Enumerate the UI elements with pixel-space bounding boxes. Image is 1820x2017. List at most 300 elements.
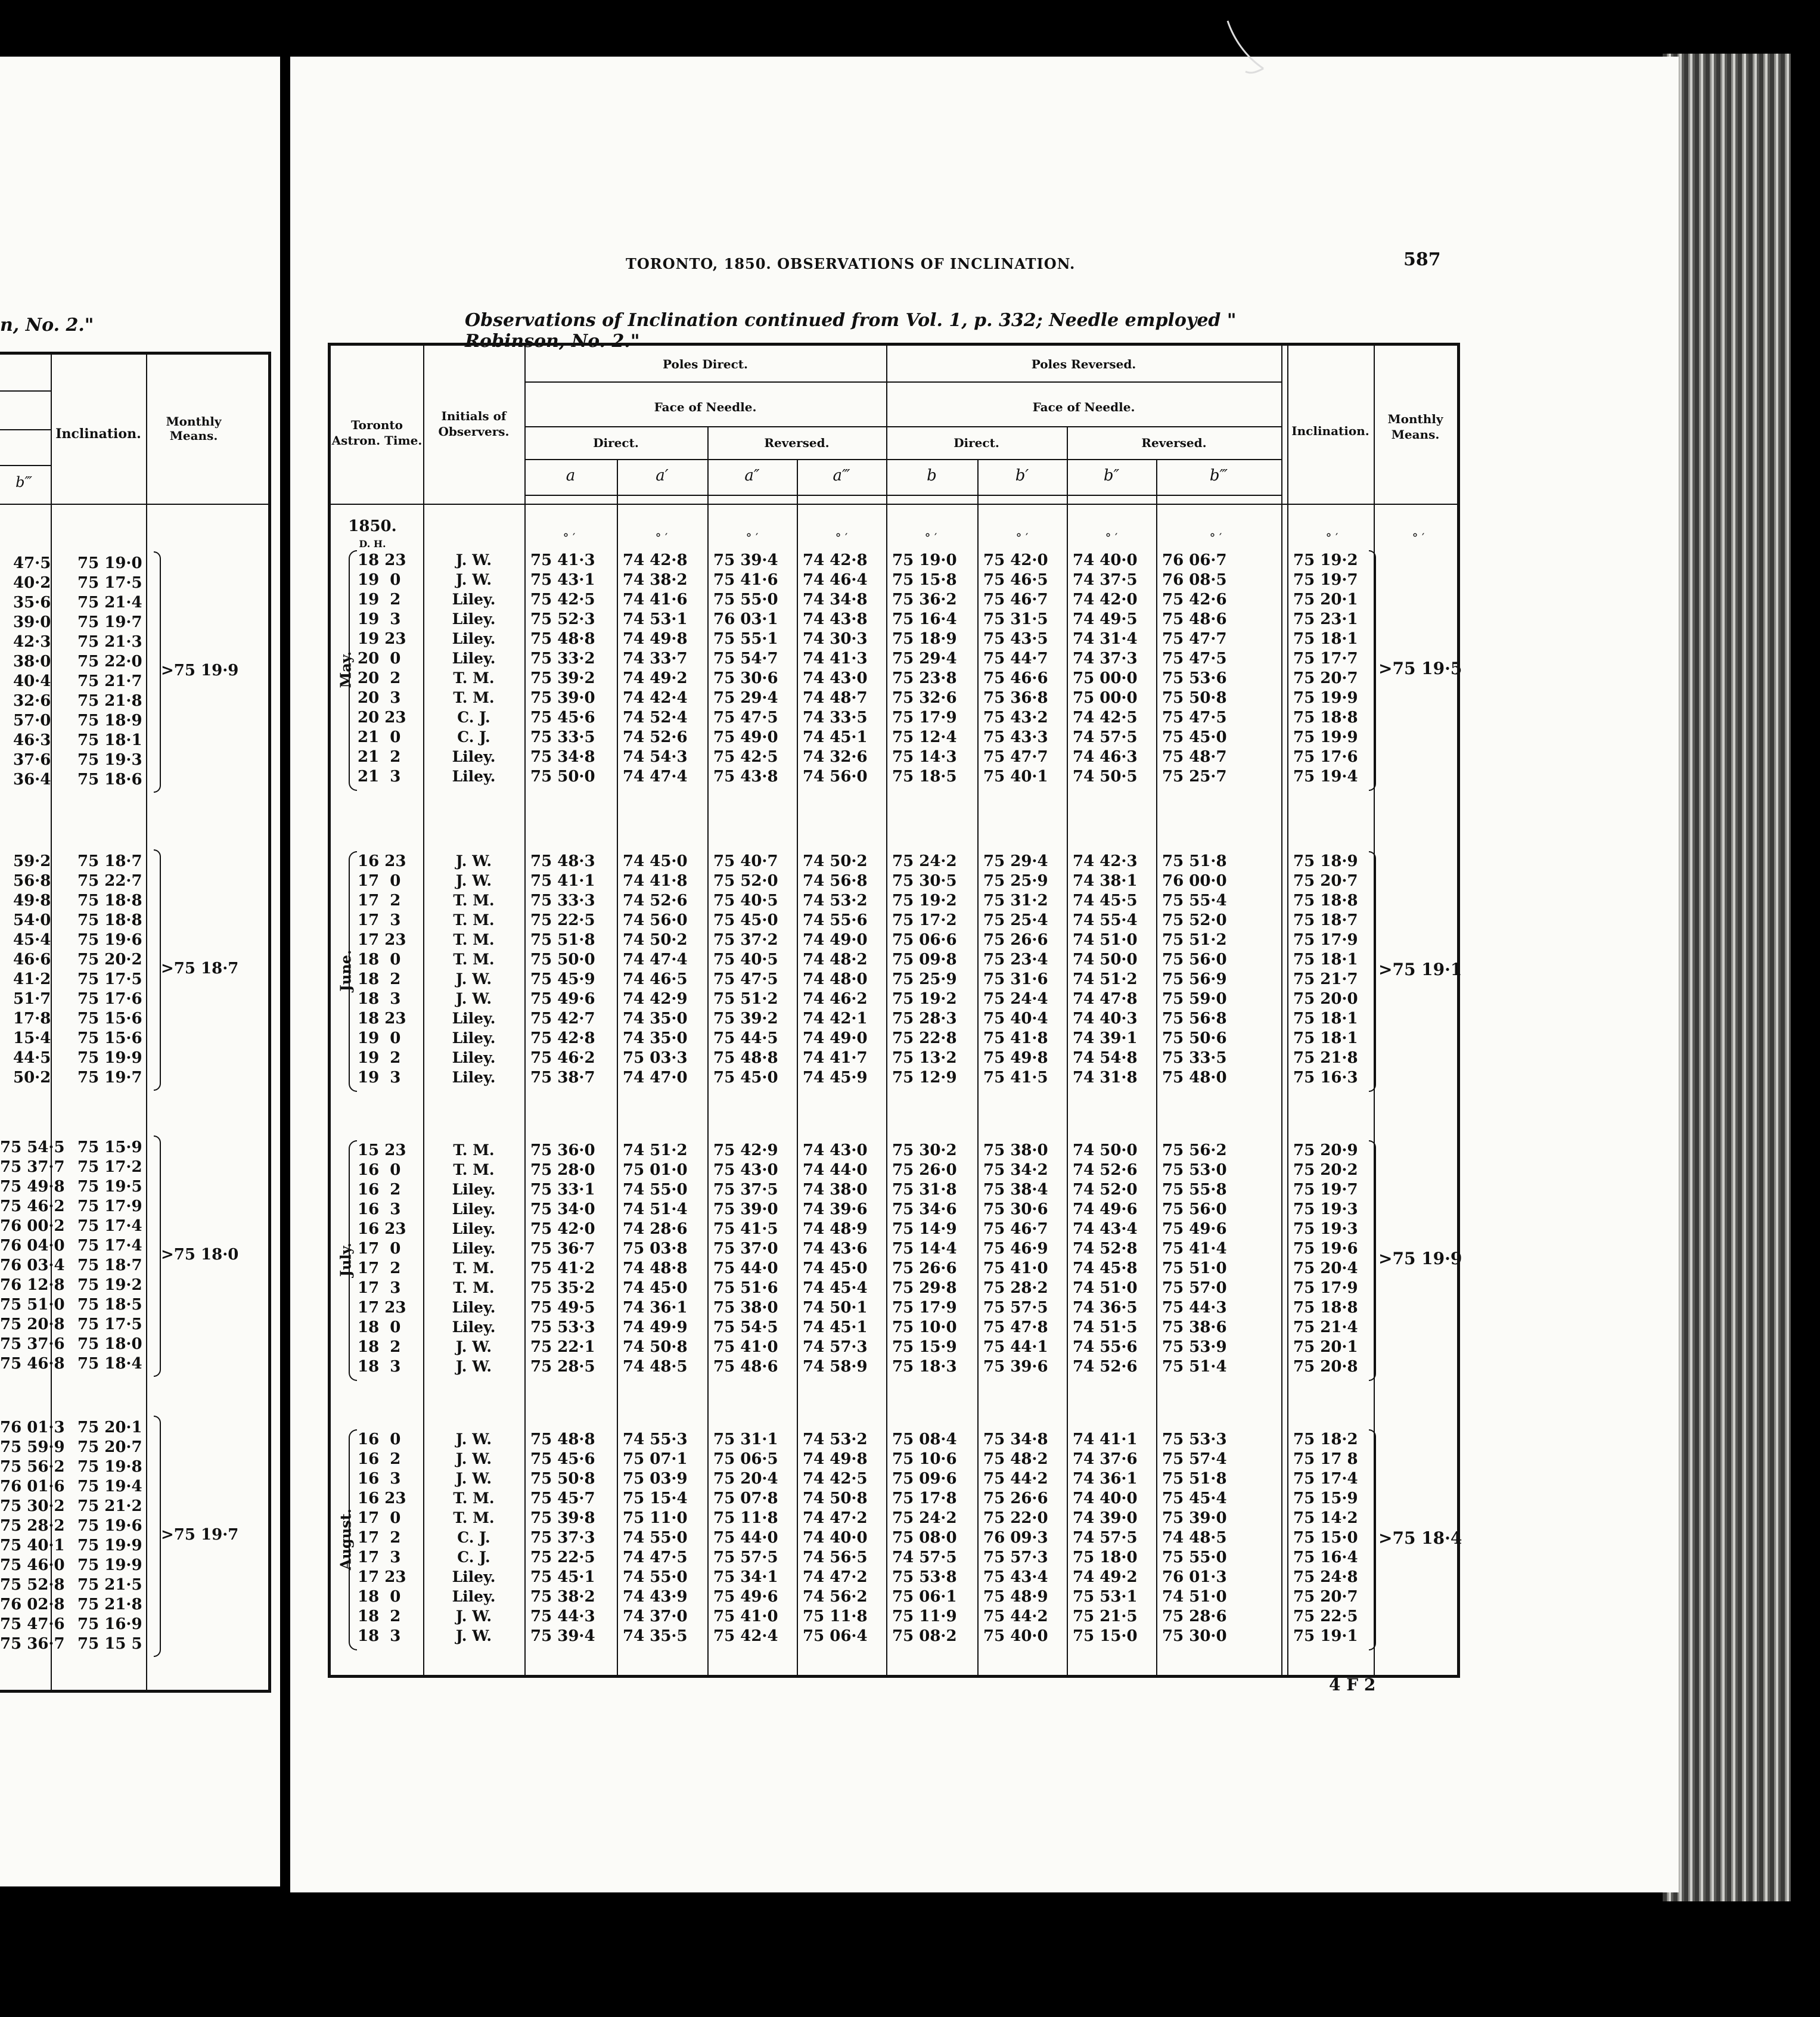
table-row [331, 1220, 1457, 1240]
left-inclination-value: 75 17·6 [77, 990, 142, 1008]
reading-cell: 75 06·6 [892, 931, 957, 949]
observer-cell: Liley. [452, 1588, 496, 1605]
left-b3-value: 75 37·7 [0, 1158, 65, 1176]
time-cell: 17 3 [358, 911, 401, 929]
observer-cell: Liley. [452, 748, 496, 765]
reading-cell: 75 01·0 [623, 1161, 688, 1179]
reading-cell: 75 56·8 [1162, 1010, 1227, 1028]
reading-cell: 74 43·6 [803, 1240, 868, 1258]
reading-cell: 75 36·0 [530, 1141, 595, 1159]
reading-cell: 75 43·3 [983, 728, 1048, 746]
reading-cell: 75 39·8 [530, 1509, 595, 1527]
table-row [331, 990, 1457, 1010]
inclination-cell: 75 21·4 [1293, 1318, 1358, 1336]
reading-cell: 75 22·1 [530, 1338, 595, 1356]
time-cell: 16 2 [358, 1450, 401, 1468]
time-cell: 18 0 [358, 1318, 401, 1336]
reading-cell: 75 43·1 [530, 571, 595, 589]
left-b3-value: 75 51·0 [0, 1296, 65, 1314]
observer-cell: T. M. [453, 892, 495, 909]
inclination-cell: 75 20·8 [1293, 1358, 1358, 1376]
inclination-cell: 75 24·8 [1293, 1568, 1358, 1586]
reading-cell: 75 15·8 [892, 571, 957, 589]
page-number: 587 [1403, 249, 1441, 270]
left-inclination-value: 75 18·9 [77, 712, 142, 730]
reading-cell: 75 31·2 [983, 892, 1048, 910]
reading-cell: 74 53·1 [623, 610, 688, 628]
reading-cell: 75 45·6 [530, 1450, 595, 1468]
month-label: August. [337, 1508, 355, 1570]
reading-cell: 74 31·4 [1073, 630, 1138, 648]
inclination-cell: 75 17·7 [1293, 650, 1358, 668]
reading-cell: 74 44·0 [803, 1161, 868, 1179]
left-b3-value: 46·6 [13, 951, 51, 969]
reading-cell: 75 41·8 [983, 1029, 1048, 1047]
reading-cell: 75 49·6 [713, 1588, 778, 1606]
left-b3-value: 36·4 [13, 771, 51, 789]
reading-cell: 74 48·0 [803, 970, 868, 988]
reading-cell: 75 15·4 [623, 1490, 688, 1507]
left-inclination-value: 75 21·2 [77, 1497, 142, 1515]
reading-cell: 74 56·8 [803, 872, 868, 890]
reading-cell: 75 53·6 [1162, 669, 1227, 687]
left-inclination-value: 75 19·2 [77, 1276, 142, 1294]
table-row [331, 748, 1457, 768]
reading-cell: 75 00·0 [1073, 669, 1138, 687]
left-b3-value: 76 00·2 [0, 1217, 65, 1235]
reading-cell: 74 58·9 [803, 1358, 868, 1376]
table-row [331, 650, 1457, 669]
left-b3-value: 75 46·8 [0, 1355, 65, 1373]
observer-cell: C. J. [457, 1529, 490, 1546]
reading-cell: 74 41·6 [623, 591, 688, 609]
reading-cell: 75 51·4 [1162, 1358, 1227, 1376]
left-inclination-value: 75 19·4 [77, 1478, 142, 1495]
left-inclination-value: 75 15·9 [77, 1138, 142, 1156]
left-b3-value: 32·6 [13, 692, 51, 710]
reading-cell: 74 45·0 [623, 852, 688, 870]
reading-cell: 75 52·0 [1162, 911, 1227, 929]
reading-cell: 74 47·8 [1073, 990, 1138, 1008]
reading-cell: 75 56·0 [1162, 1200, 1227, 1218]
monthly-mean-value: >75 19·5 [1378, 659, 1462, 678]
reading-cell: 74 51·0 [1073, 931, 1138, 949]
reading-cell: 74 28·6 [623, 1220, 688, 1238]
reading-cell: 74 46·2 [803, 990, 868, 1008]
reading-cell: 75 41·1 [530, 872, 595, 890]
reading-cell: 74 43·9 [623, 1588, 688, 1606]
reading-cell: 75 41·0 [713, 1608, 778, 1625]
reading-cell: 75 42·5 [530, 591, 595, 609]
reading-cell: 74 47·0 [623, 1069, 688, 1087]
reading-cell: 74 42·9 [623, 990, 688, 1008]
poles-direct-header: Poles Direct. [663, 357, 748, 371]
reading-cell: 75 31·5 [983, 610, 1048, 628]
left-monthly-mean: >75 18·0 [161, 1246, 239, 1264]
reading-cell: 74 48·8 [623, 1259, 688, 1277]
reading-cell: 74 42·5 [1073, 709, 1138, 727]
degree-minute-marker: ° ′ [563, 530, 576, 545]
reading-cell: 74 38·1 [1073, 872, 1138, 890]
month-label: June. [337, 949, 355, 992]
reading-cell: 75 38·0 [713, 1299, 778, 1317]
table-row [331, 1608, 1457, 1627]
observer-cell: T. M. [453, 911, 495, 929]
reading-cell: 74 51·0 [1162, 1588, 1227, 1606]
reading-cell: 74 51·2 [623, 1141, 688, 1159]
reading-cell: 74 55·4 [1073, 911, 1138, 929]
reading-cell: 75 24·4 [983, 990, 1048, 1008]
time-cell: 19 2 [358, 591, 401, 609]
table-row [331, 1161, 1457, 1181]
table-row [331, 1029, 1457, 1049]
left-inclination-value: 75 18·7 [77, 852, 142, 870]
table-row [331, 1299, 1457, 1318]
left-month-brace [154, 1135, 161, 1377]
reading-cell: 74 36·1 [623, 1299, 688, 1317]
left-b3-value: 76 03·4 [0, 1256, 65, 1274]
left-inclination-value: 75 21·4 [77, 594, 142, 612]
reading-cell: 75 56·0 [1162, 951, 1227, 969]
reading-cell: 74 45·9 [803, 1069, 868, 1087]
observer-cell: J. W. [455, 1627, 492, 1644]
observer-cell: T. M. [453, 669, 495, 687]
footer-signature: 4 F 2 [1329, 1675, 1376, 1695]
reading-cell: 74 55·0 [623, 1181, 688, 1199]
reading-cell: 74 36·1 [1073, 1470, 1138, 1488]
reading-cell: 74 50·5 [1073, 768, 1138, 786]
left-b3-value: 76 04·0 [0, 1237, 65, 1255]
table-row [331, 872, 1457, 892]
reading-cell: 75 39·4 [530, 1627, 595, 1645]
time-cell: 20 2 [358, 669, 401, 687]
observer-cell: T. M. [453, 689, 495, 706]
observer-cell: Liley. [452, 630, 496, 647]
reading-cell: 75 11·0 [623, 1509, 688, 1527]
reading-cell: 74 31·8 [1073, 1069, 1138, 1087]
table-row [331, 1240, 1457, 1259]
degree-minute-marker: ° ′ [655, 530, 668, 545]
reading-cell: 74 52·8 [1073, 1240, 1138, 1258]
reading-cell: 74 45·4 [803, 1279, 868, 1297]
left-month-brace [154, 1416, 161, 1657]
left-b3-value: 41·2 [13, 970, 51, 988]
left-inclination-value: 75 15·6 [77, 1029, 142, 1047]
reading-cell: 75 46·6 [983, 669, 1048, 687]
time-cell: 16 3 [358, 1200, 401, 1218]
inclination-cell: 75 19·1 [1293, 1627, 1358, 1645]
time-cell: 17 0 [358, 872, 401, 890]
time-cell: 19 3 [358, 610, 401, 628]
table-row [331, 610, 1457, 630]
sub-col-header-7: b‴ [1209, 467, 1228, 485]
reading-cell: 75 42·8 [530, 1029, 595, 1047]
time-cell: 21 0 [358, 728, 401, 746]
observer-cell: Liley. [452, 1069, 496, 1086]
reading-cell: 74 46·4 [803, 571, 868, 589]
reading-cell: 75 49·6 [530, 990, 595, 1008]
time-cell: 17 2 [358, 1259, 401, 1277]
reading-cell: 75 19·2 [892, 892, 957, 910]
reading-cell: 75 20·4 [713, 1470, 778, 1488]
reading-cell: 74 32·6 [803, 748, 868, 766]
reading-cell: 75 25·7 [1162, 768, 1227, 786]
reading-cell: 74 47·2 [803, 1509, 868, 1527]
reading-cell: 75 47·7 [1162, 630, 1227, 648]
reading-cell: 75 11·9 [892, 1608, 957, 1625]
table-row [331, 951, 1457, 970]
reading-cell: 75 45·9 [530, 970, 595, 988]
table-row [331, 1509, 1457, 1529]
reading-cell: 74 33·5 [803, 709, 868, 727]
observer-cell: J. W. [455, 1470, 492, 1487]
reading-cell: 75 46·7 [983, 1220, 1048, 1238]
reading-cell: 74 37·3 [1073, 650, 1138, 668]
left-b3-value: 75 49·8 [0, 1178, 65, 1196]
reading-cell: 75 10·6 [892, 1450, 957, 1468]
reading-cell: 75 25·9 [892, 970, 957, 988]
left-inclination-value: 75 19·6 [77, 931, 142, 949]
reading-cell: 74 52·0 [1073, 1181, 1138, 1199]
face-of-needle-header: Face of Needle. [654, 400, 757, 414]
table-row [331, 1588, 1457, 1608]
reading-cell: 75 48·0 [1162, 1069, 1227, 1087]
time-cell: 16 0 [358, 1430, 401, 1448]
left-b3-value: 35·6 [13, 594, 51, 612]
left-inclination-value: 75 19·6 [77, 1517, 142, 1535]
reading-cell: 75 38·4 [983, 1181, 1048, 1199]
time-cell: 18 0 [358, 1588, 401, 1606]
left-b3-value: 40·2 [13, 574, 51, 592]
inclination-cell: 75 18·8 [1293, 1299, 1358, 1317]
reading-cell: 75 14·9 [892, 1220, 957, 1238]
inclination-cell: 75 20·7 [1293, 1588, 1358, 1606]
left-inclination-value: 75 21·8 [77, 1596, 142, 1613]
table-row [331, 1259, 1457, 1279]
reading-cell: 75 18·9 [892, 630, 957, 648]
reading-cell: 75 07·8 [713, 1490, 778, 1507]
time-cell: 21 3 [358, 768, 401, 786]
table-row [331, 689, 1457, 709]
reading-cell: 75 38·7 [530, 1069, 595, 1087]
reading-cell: 75 29·8 [892, 1279, 957, 1297]
reading-cell: 75 45·6 [530, 709, 595, 727]
reading-cell: 75 08·2 [892, 1627, 957, 1645]
sub-col-header-3: a‴ [833, 467, 850, 485]
reading-cell: 75 51·0 [1162, 1259, 1227, 1277]
observer-cell: C. J. [457, 1549, 490, 1566]
observer-cell: T. M. [453, 1279, 495, 1296]
reading-cell: 74 48·5 [623, 1358, 688, 1376]
reading-cell: 75 09·6 [892, 1470, 957, 1488]
reading-cell: 75 50·0 [530, 951, 595, 969]
reading-cell: 74 49·0 [803, 1029, 868, 1047]
reading-cell: 74 49·5 [1073, 610, 1138, 628]
reading-cell: 74 55·0 [623, 1529, 688, 1547]
table-row [331, 852, 1457, 872]
reading-cell: 74 51·5 [1073, 1318, 1138, 1336]
inclination-cell: 75 18·1 [1293, 951, 1358, 969]
reading-cell: 75 06·4 [803, 1627, 868, 1645]
reading-cell: 75 43·0 [713, 1161, 778, 1179]
reading-cell: 75 40·0 [983, 1627, 1048, 1645]
left-inclination-value: 75 18·8 [77, 911, 142, 929]
reading-cell: 75 56·2 [1162, 1141, 1227, 1159]
time-cell: 17 3 [358, 1549, 401, 1566]
inclination-cell: 75 18·7 [1293, 911, 1358, 929]
reading-cell: 75 31·8 [892, 1181, 957, 1199]
reading-cell: 75 48·9 [983, 1588, 1048, 1606]
reading-cell: 75 39·0 [713, 1200, 778, 1218]
table-row [331, 1549, 1457, 1568]
reading-cell: 74 50·8 [623, 1338, 688, 1356]
reading-cell: 74 49·2 [1073, 1568, 1138, 1586]
reading-cell: 75 52·3 [530, 610, 595, 628]
table-row [331, 728, 1457, 748]
reading-cell: 74 45·8 [1073, 1259, 1138, 1277]
reading-cell: 75 41·0 [713, 1338, 778, 1356]
inclination-header: Inclination. [1291, 424, 1369, 438]
left-b3-value: 47·5 [13, 554, 51, 572]
time-cell: 17 23 [358, 1568, 406, 1586]
reading-cell: 75 53·0 [1162, 1161, 1227, 1179]
sub-col-header-6: b″ [1103, 467, 1120, 485]
reading-cell: 75 42·7 [530, 1010, 595, 1028]
inclination-cell: 75 18·9 [1293, 852, 1358, 870]
reading-cell: 75 15·0 [1073, 1627, 1138, 1645]
inclination-cell: 75 18·1 [1293, 630, 1358, 648]
reading-cell: 75 42·4 [713, 1627, 778, 1645]
inclination-cell: 75 20·2 [1293, 1161, 1358, 1179]
reading-cell: 75 26·6 [983, 1490, 1048, 1507]
observer-cell: Liley. [452, 591, 496, 608]
inclination-cell: 75 19·7 [1293, 571, 1358, 589]
reading-cell: 74 50·0 [1073, 951, 1138, 969]
reading-cell: 75 54·7 [713, 650, 778, 668]
reading-cell: 75 36·7 [530, 1240, 595, 1258]
table-row [331, 892, 1457, 911]
reading-cell: 74 45·1 [803, 1318, 868, 1336]
observer-cell: J. W. [455, 1358, 492, 1375]
reading-cell: 75 37·3 [530, 1529, 595, 1547]
reading-cell: 75 43·4 [983, 1568, 1048, 1586]
month-label: July. [337, 1242, 355, 1277]
reading-cell: 75 33·2 [530, 650, 595, 668]
reading-cell: 75 41·5 [983, 1069, 1048, 1087]
observer-cell: T. M. [453, 1161, 495, 1178]
reading-cell: 75 43·2 [983, 709, 1048, 727]
reading-cell: 75 45·7 [530, 1490, 595, 1507]
header-rule [524, 426, 1281, 427]
inclination-cell: 75 14·2 [1293, 1509, 1358, 1527]
reading-cell: 75 46·2 [530, 1049, 595, 1067]
reading-cell: 75 44·0 [713, 1259, 778, 1277]
reading-cell: 75 53·1 [1073, 1588, 1138, 1606]
reading-cell: 75 57·4 [1162, 1450, 1227, 1468]
reading-cell: 75 37·5 [713, 1181, 778, 1199]
reading-cell: 75 29·4 [983, 852, 1048, 870]
inclination-cell: 75 19·9 [1293, 728, 1358, 746]
monthly-header: Monthly Means. [1387, 412, 1443, 442]
reading-cell: 74 41·1 [1073, 1430, 1138, 1448]
time-cell: 18 2 [358, 970, 401, 988]
direct-header: Direct. [593, 436, 639, 450]
reading-cell: 75 38·0 [983, 1141, 1048, 1159]
reading-cell: 75 18·3 [892, 1358, 957, 1376]
reading-cell: 74 54·8 [1073, 1049, 1138, 1067]
reading-cell: 75 40·1 [983, 768, 1048, 786]
left-inclination-value: 75 20·7 [77, 1438, 142, 1456]
table-row [331, 591, 1457, 610]
table-row [331, 1181, 1457, 1200]
time-cell: 20 3 [358, 689, 401, 707]
reading-cell: 74 48·7 [803, 689, 868, 707]
left-inclination-value: 75 18·8 [77, 892, 142, 910]
observer-cell: J. W. [455, 970, 492, 988]
left-b3-value: 40·4 [13, 672, 51, 690]
reading-cell: 75 22·0 [983, 1509, 1048, 1527]
reading-cell: 74 42·1 [803, 1010, 868, 1028]
observer-cell: T. M. [453, 931, 495, 948]
sub-col-header-4: b [927, 467, 937, 485]
header-rule [331, 504, 1457, 505]
reading-cell: 75 39·2 [713, 1010, 778, 1028]
left-b3-header: b‴ [15, 474, 32, 491]
left-inclination-value: 75 19·3 [77, 751, 142, 769]
reading-cell: 74 39·0 [1073, 1509, 1138, 1527]
reading-cell: 75 40·4 [983, 1010, 1048, 1028]
observer-cell: Liley. [452, 768, 496, 785]
reading-cell: 75 46·5 [983, 571, 1048, 589]
reading-cell: 75 30·6 [713, 669, 778, 687]
reading-cell: 75 17·2 [892, 911, 957, 929]
reading-cell: 74 57·5 [1073, 1529, 1138, 1547]
reading-cell: 74 43·0 [803, 1141, 868, 1159]
left-month-brace [154, 849, 161, 1091]
time-cell: 16 23 [358, 852, 406, 870]
reading-cell: 75 46·7 [983, 591, 1048, 609]
dh-label: D. H. [359, 538, 386, 550]
degree-minute-marker: ° ′ [835, 530, 848, 545]
left-inclination-value: 75 22·0 [77, 653, 142, 671]
reading-cell: 74 50·2 [623, 931, 688, 949]
reading-cell: 74 52·6 [1073, 1161, 1138, 1179]
reading-cell: 74 42·5 [803, 1470, 868, 1488]
reading-cell: 75 34·8 [983, 1430, 1048, 1448]
reading-cell: 74 49·2 [623, 669, 688, 687]
reading-cell: 75 45·0 [1162, 728, 1227, 746]
reading-cell: 75 35·2 [530, 1279, 595, 1297]
observer-cell: T. M. [453, 1141, 495, 1159]
reading-cell: 75 28·3 [892, 1010, 957, 1028]
reading-cell: 75 44·3 [530, 1608, 595, 1625]
reading-cell: 75 16·4 [892, 610, 957, 628]
reading-cell: 74 42·3 [1073, 852, 1138, 870]
left-b3-value: 75 47·6 [0, 1615, 65, 1633]
table-row [331, 1529, 1457, 1549]
reading-cell: 75 22·5 [530, 1549, 595, 1566]
reading-cell: 74 51·4 [623, 1200, 688, 1218]
reading-cell: 75 06·1 [892, 1588, 957, 1606]
left-b3-value: 75 20·8 [0, 1315, 65, 1333]
reading-cell: 74 51·2 [1073, 970, 1138, 988]
left-inclination-value: 75 17·5 [77, 574, 142, 592]
reading-cell: 74 37·5 [1073, 571, 1138, 589]
reading-cell: 75 40·7 [713, 852, 778, 870]
reading-cell: 75 53·3 [1162, 1430, 1227, 1448]
reading-cell: 75 41·2 [530, 1259, 595, 1277]
reading-cell: 74 47·2 [803, 1568, 868, 1586]
